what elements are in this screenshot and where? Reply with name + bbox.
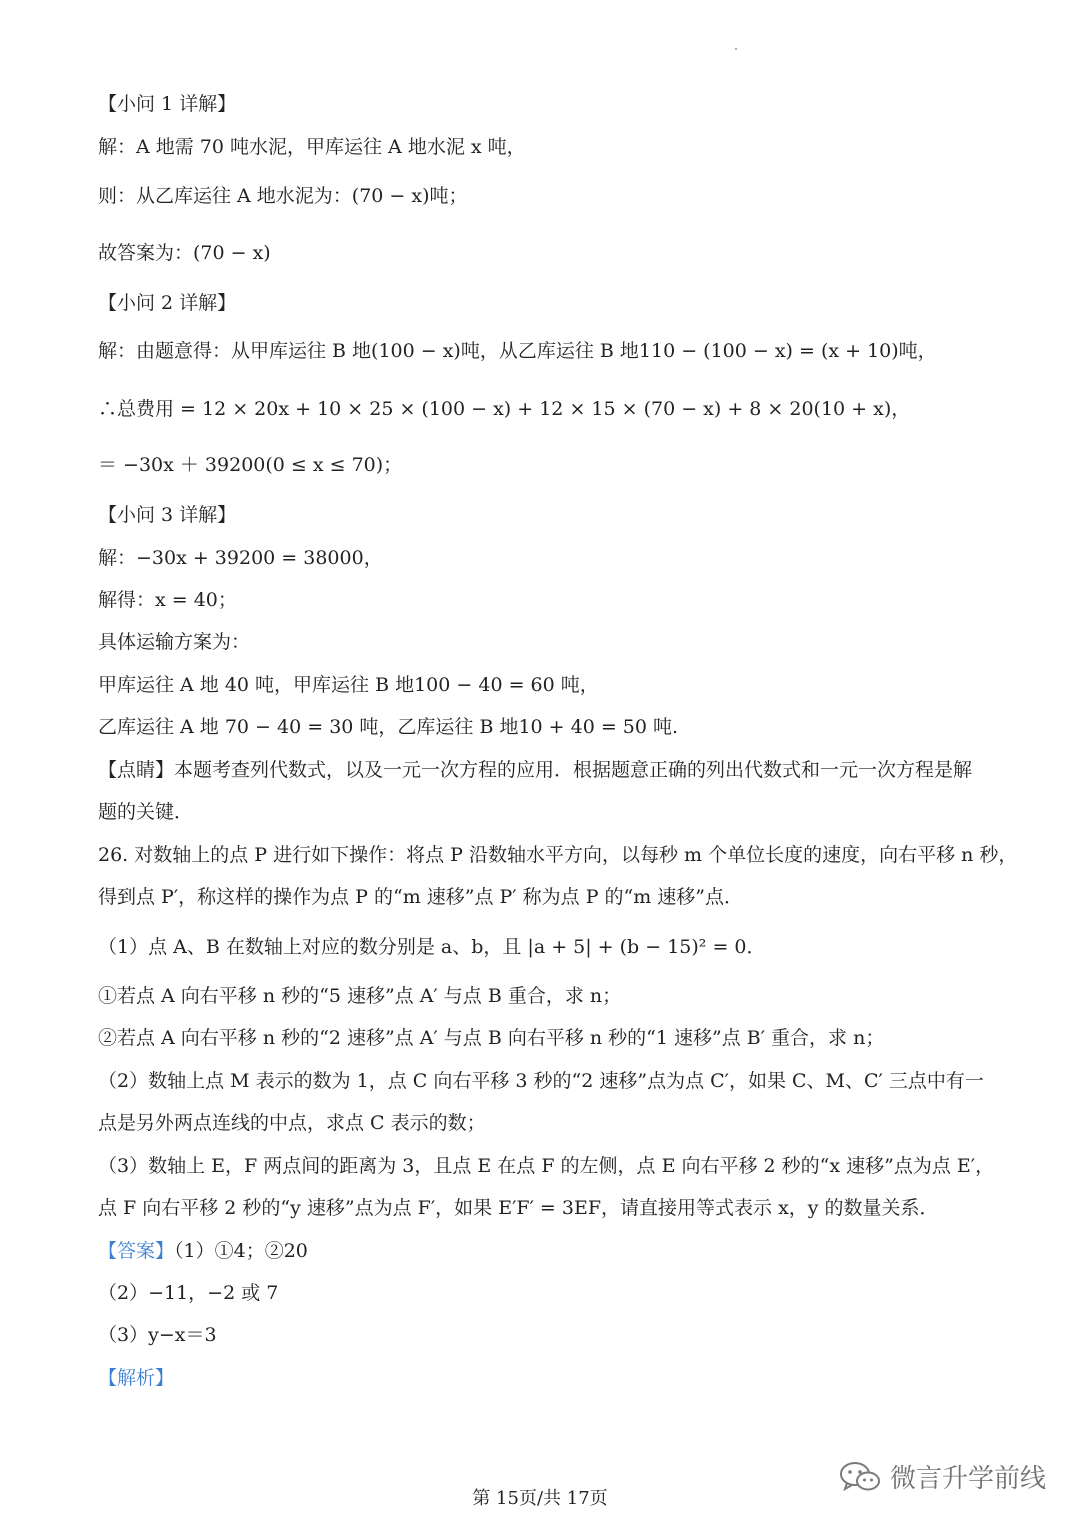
answer-line-3: （3）y−x＝3: [98, 1324, 217, 1346]
problem-26-line-1: 26. 对数轴上的点 P 进行如下操作：将点 P 沿数轴水平方向，以每秒 m 个单位长度的速度，向右平移 n 秒，: [98, 844, 1018, 866]
q3-line-4: 甲库运往 A 地 40 吨，甲库运往 B 地100 − 40 = 60 吨，: [98, 674, 599, 696]
answer-row: [98, 1238, 308, 1264]
answer-label: 【答案】: [98, 1240, 175, 1262]
q3-line-5: 乙库运往 A 地 70 − 40 = 30 吨，乙库运往 B 地10 + 40 = 50 吨.: [98, 716, 679, 738]
scan-dot: [735, 48, 737, 50]
q3-line-3: 具体运输方案为：: [98, 631, 251, 653]
subquestion-3-title: 【小问 3 详解】: [98, 504, 237, 526]
answer-line-1: （1）①4；②20: [174, 1240, 308, 1262]
problem-26-line-3: （1）点 A、B 在数轴上对应的数分别是 a、b，且 |a + 5| + (b − 15)² = 0．: [98, 936, 766, 958]
problem-26-line-8: （3）数轴上 E，F 两点间的距离为 3，且点 E 在点 F 的左侧，点 E 向右平移 2 秒的“x 速移”点为点 E′，: [98, 1155, 995, 1177]
problem-26-line-4: ①若点 A 向右平移 n 秒的“5 速移”点 A′ 与点 B 重合，求 n；: [98, 985, 622, 1007]
problem-26-line-5: ②若点 A 向右平移 n 秒的“2 速移”点 A′ 与点 B 向右平移 n 秒的“1 速移”点 B′ 重合，求 n；: [98, 1027, 885, 1049]
q1-line-2: 则：从乙库运往 A 地水泥为：(70 − x)吨；: [98, 185, 468, 207]
page-number: 第 15页/共 17页: [472, 1488, 608, 1509]
q3-line-1: 解：−30x + 39200 = 38000，: [98, 547, 383, 569]
problem-26-line-2: 得到点 P′，称这样的操作为点 P 的“m 速移”点 P′ 称为点 P 的“m 速移”点．: [98, 886, 744, 908]
problem-26-line-7: 点是另外两点连线的中点，求点 C 表示的数；: [98, 1112, 486, 1134]
watermark-text: 微言升学前线: [890, 1464, 1047, 1494]
q1-line-3: 故答案为：(70 − x): [98, 242, 271, 264]
subquestion-1-title: 【小问 1 详解】: [98, 93, 237, 115]
q2-line-2: ∴总费用 = 12 × 20x + 10 × 25 × (100 − x) + 12 × 15 × (70 − x) + 8 × 20(10 + x)，: [98, 398, 911, 420]
problem-26-line-6: （2）数轴上点 M 表示的数为 1，点 C 向右平移 3 秒的“2 速移”点为点 C′，如果 C、M、C′ 三点中有一: [98, 1070, 984, 1092]
problem-26-line-9: 点 F 向右平移 2 秒的“y 速移”点为点 F′，如果 E′F′ = 3EF，请直接用等式表示 x，y 的数量关系．: [98, 1197, 939, 1219]
comment-line-2: 题的关键．: [98, 801, 194, 823]
analysis-label: 【解析】: [98, 1367, 175, 1389]
q2-line-1: 解：由题意得：从甲库运往 B 地(100 − x)吨，从乙库运往 B 地110 − (100 − x) = (x + 10)吨，: [98, 340, 937, 362]
watermark: [838, 1458, 1046, 1495]
q1-line-1: 解：A 地需 70 吨水泥，甲库运往 A 地水泥 x 吨，: [98, 136, 526, 158]
q3-line-2: 解得：x = 40；: [98, 589, 237, 611]
comment-line-1: 【点睛】本题考查列代数式，以及一元一次方程的应用．根据题意正确的列出代数式和一元一次方程是解: [98, 759, 973, 781]
wechat-icon: [838, 1459, 882, 1495]
q2-line-3: ＝ −30x ＋ 39200(0 ≤ x ≤ 70)；: [98, 454, 403, 476]
subquestion-2-title: 【小问 2 详解】: [98, 292, 237, 314]
answer-line-2: （2）−11，−2 或 7: [98, 1282, 279, 1304]
